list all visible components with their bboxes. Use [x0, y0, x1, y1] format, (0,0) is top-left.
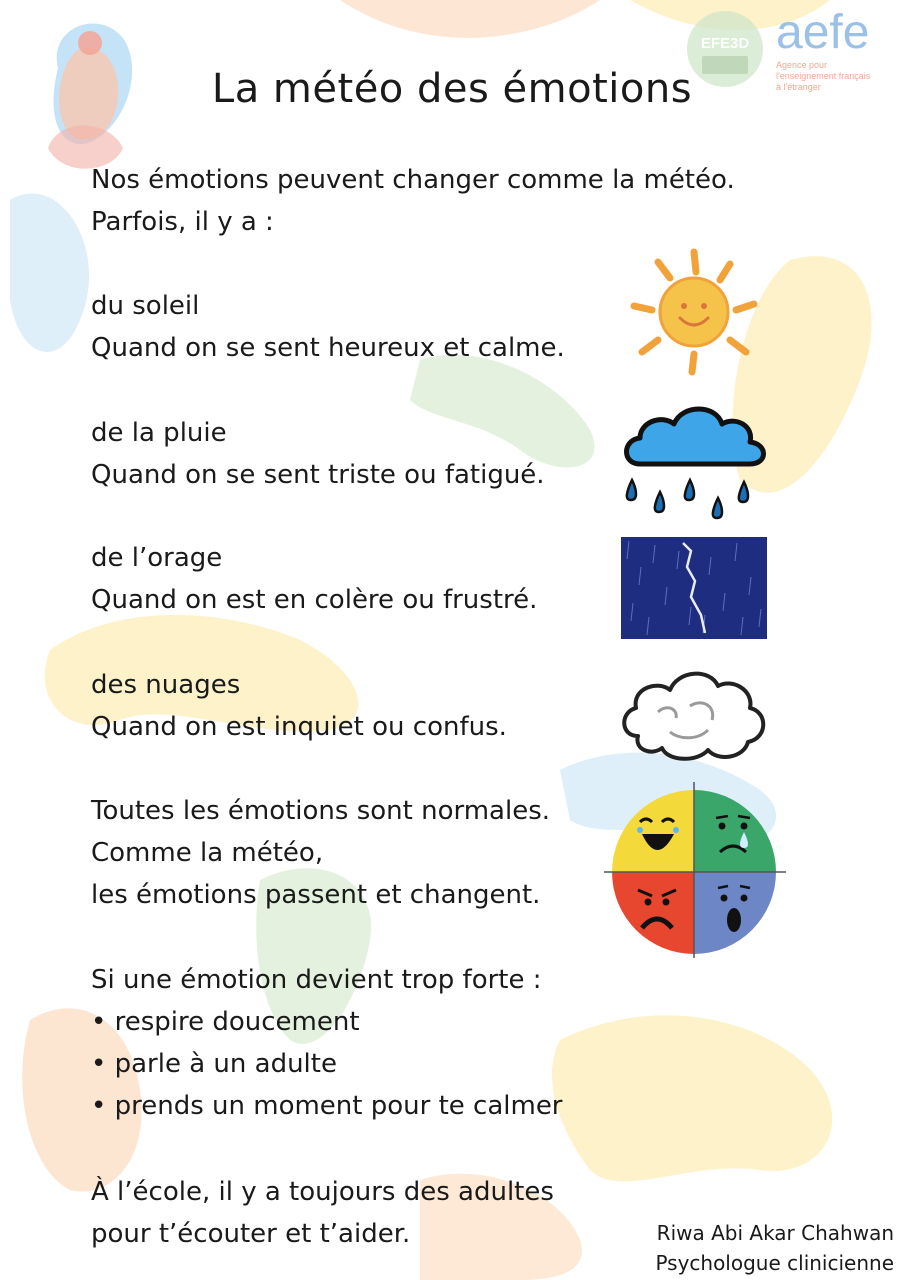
advice-item-text: parle à un adulte [114, 1049, 337, 1079]
efe3d-logo-text: EFE3D [700, 35, 750, 52]
intro-line-2: Parfois, il y a : [91, 207, 274, 237]
page-title: La météo des émotions [211, 66, 693, 112]
cloud-icon [618, 662, 768, 766]
weather-item-sun [91, 285, 565, 369]
aefe-tagline-1: Agence pour [776, 60, 828, 70]
advice-section [91, 959, 563, 1127]
weather-name: du soleil [91, 291, 200, 321]
emotion-wheel-icon [604, 782, 786, 958]
weather-item-clouds [91, 664, 507, 748]
school-line-2: pour t’écouter et t’aider. [91, 1219, 411, 1249]
intro-line-1: Nos émotions peuvent changer comme la météo. [91, 165, 735, 195]
weather-desc: Quand on est en colère ou frustré. [91, 585, 538, 615]
advice-item-text: respire doucement [114, 1007, 360, 1037]
weather-item-storm [91, 537, 537, 621]
sun-icon [628, 248, 760, 378]
normal-line-2: Comme la météo, [91, 838, 324, 868]
advice-heading: Si une émotion devient trop forte : [91, 965, 542, 995]
weather-item-rain [91, 412, 545, 496]
signature-name: Riwa Abi Akar Chahwan [656, 1221, 894, 1245]
weather-name: de l’orage [91, 543, 223, 573]
school-text [91, 1171, 554, 1255]
weather-name: de la pluie [91, 418, 227, 448]
weather-name: des nuages [91, 670, 241, 700]
weather-desc: Quand on se sent triste ou fatigué. [91, 460, 545, 490]
aefe-wordmark: aefe [776, 6, 870, 59]
signature [634, 1218, 894, 1278]
advice-item: • respire doucement [91, 1007, 360, 1037]
normal-emotions-text [91, 790, 550, 916]
intro-text [91, 159, 735, 243]
rain-cloud-icon [618, 400, 770, 526]
aefe-tagline-2: l'enseignement français [776, 71, 871, 81]
aefe-tagline-3: à l'étranger [776, 82, 821, 92]
advice-item: • prends un moment pour te calmer [91, 1091, 563, 1121]
signature-role: Psychologue clinicienne [655, 1251, 894, 1275]
weather-desc: Quand on se sent heureux et calme. [91, 333, 565, 363]
advice-item-text: prends un moment pour te calmer [114, 1091, 563, 1121]
storm-icon [621, 537, 767, 639]
normal-line-3: les émotions passent et changent. [91, 880, 541, 910]
advice-item: • parle à un adulte [91, 1049, 337, 1079]
school-line-1: À l’école, il y a toujours des adultes [91, 1177, 554, 1207]
weather-desc: Quand on est inquiet ou confus. [91, 712, 507, 742]
normal-line-1: Toutes les émotions sont normales. [91, 796, 551, 826]
